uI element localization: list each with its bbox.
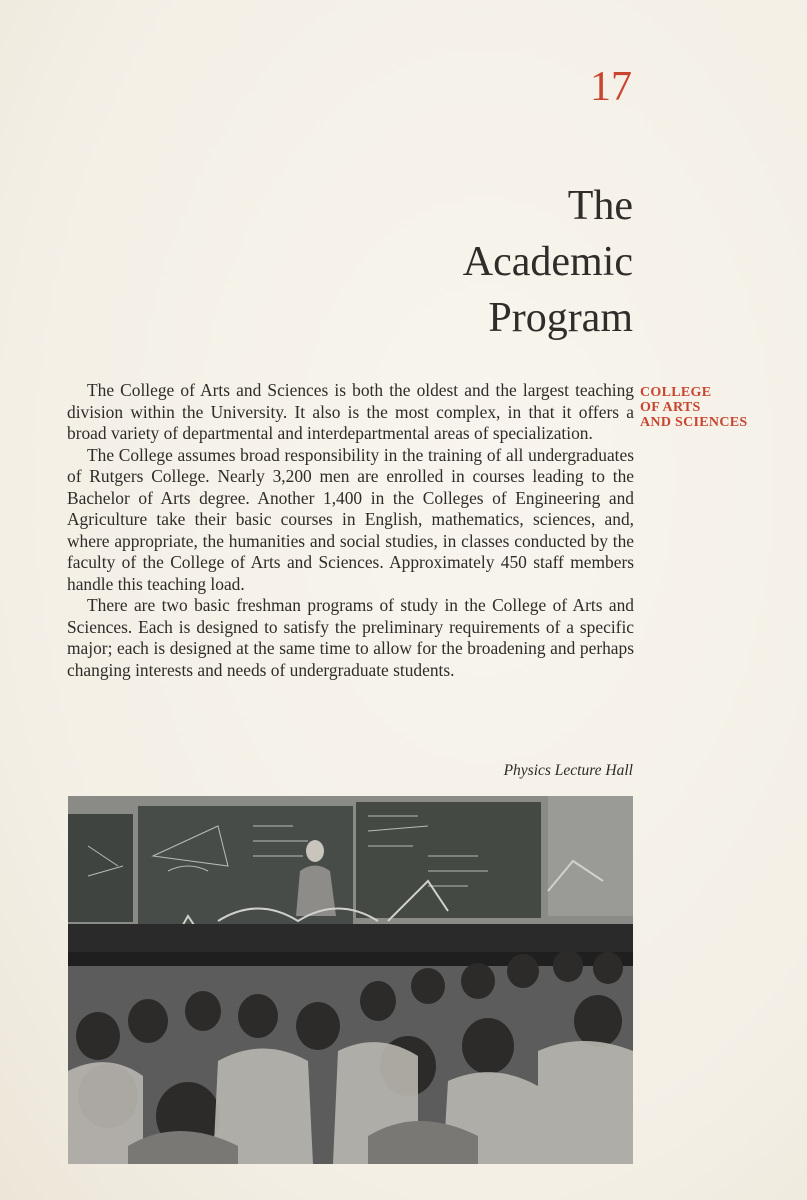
photo-caption: Physics Lecture Hall <box>503 762 633 779</box>
body-text <box>67 380 634 681</box>
sidehead-line: OF ARTS <box>640 400 701 415</box>
title-line: The <box>567 183 633 229</box>
sidehead-line: COLLEGE <box>640 385 712 400</box>
page-number: 17 <box>590 64 632 110</box>
lecture-hall-photo <box>68 796 633 1164</box>
paragraph: The College assumes broad responsibility in the training of all undergraduates of Rutgers College. Nearly 3,200 men are enrolled in courses leading to the Bachelor of Arts degree. Another 1,400 in the Colleges of Engineering and Agriculture take their basic courses in English, mathematics, sciences, and, where appropriate, the humanities and social studies, in classes conducted by the faculty of the College of Arts and Sciences. Approximately 450 staff members handle this teaching load. <box>67 444 634 594</box>
section-sidehead <box>640 385 747 430</box>
page-title <box>463 178 633 346</box>
title-line: Academic <box>462 239 633 285</box>
paragraph: The College of Arts and Sciences is both the oldest and the largest teaching division within the University. It also is the most complex, in that it offers a broad variety of departmental and interdepartmental areas of specialization. <box>67 380 634 443</box>
paragraph: There are two basic freshman programs of study in the College of Arts and Sciences. Each is designed to satisfy the preliminary requirements of a specific major; each is designed at the same time to allow for the broadening and perhaps changing interests and needs of undergraduate students. <box>67 595 634 680</box>
sidehead-line: AND SCIENCES <box>640 415 748 430</box>
title-line: Program <box>488 295 633 341</box>
